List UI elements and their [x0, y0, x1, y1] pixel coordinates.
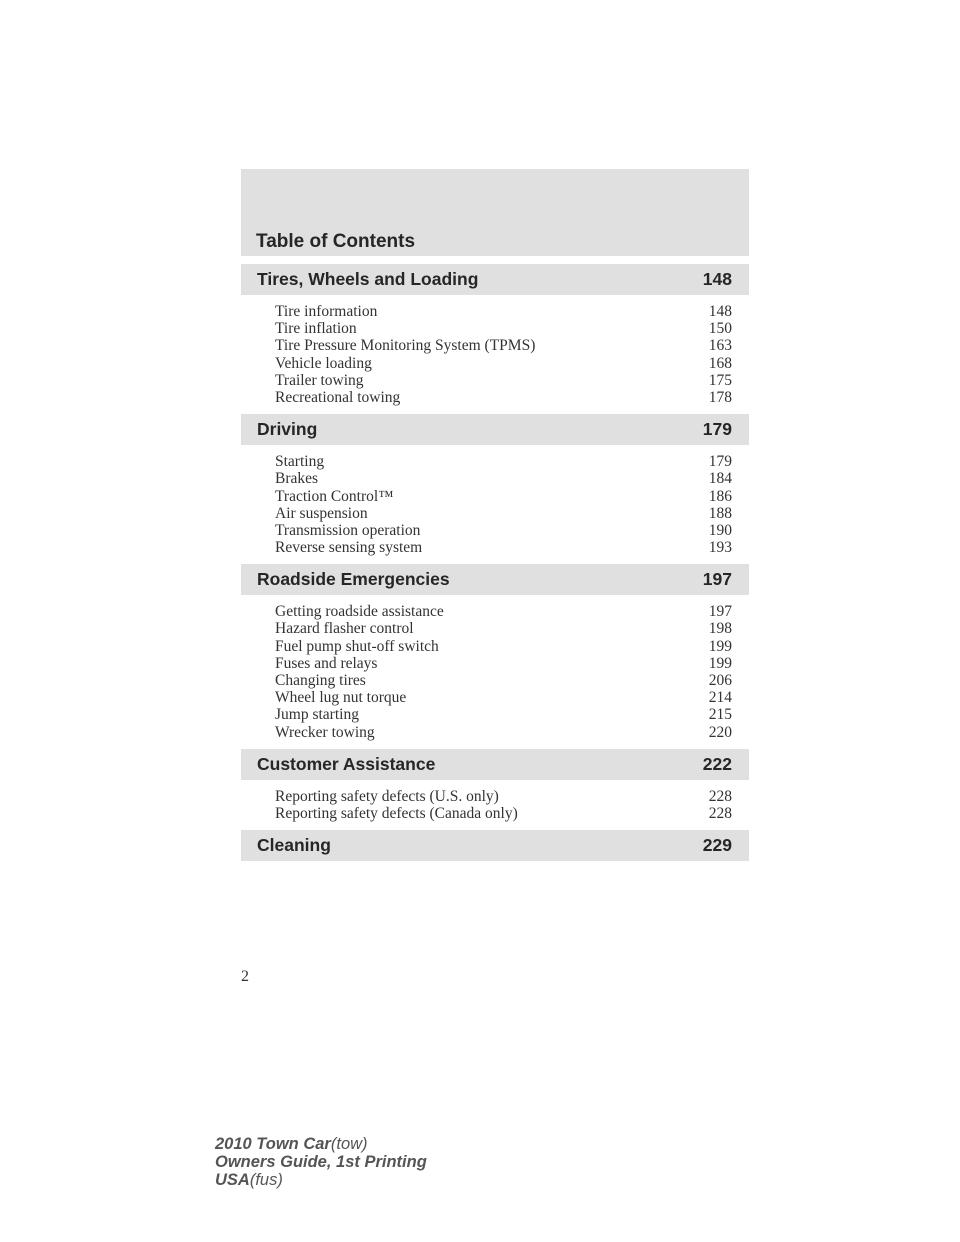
entry-page: 220	[708, 723, 732, 741]
section-page: 197	[702, 569, 732, 590]
section-header[interactable]	[241, 830, 749, 861]
entry-label: Changing tires	[275, 672, 366, 689]
footer-line	[215, 1171, 427, 1189]
toc-entry[interactable]	[275, 620, 732, 637]
entry-page: 206	[708, 672, 732, 689]
entry-label: Tire Pressure Monitoring System (TPMS)	[275, 337, 536, 355]
toc-entry[interactable]	[275, 724, 732, 741]
entry-label: Brakes	[275, 470, 319, 488]
footer-model: 2010 Town Car	[215, 1135, 331, 1153]
entry-label: Reporting safety defects (Canada only)	[275, 804, 518, 822]
entry-label: Hazard flasher control	[275, 620, 414, 638]
entry-page: 228	[708, 787, 732, 805]
entry-page: 215	[708, 706, 732, 724]
entry-list	[241, 780, 749, 830]
entry-page: 190	[708, 521, 732, 539]
footer-market-code: (fus)	[249, 1171, 283, 1189]
toc-header	[241, 169, 749, 256]
toc-entry[interactable]	[275, 539, 732, 556]
entry-list	[241, 295, 749, 414]
section-page: 179	[702, 419, 732, 440]
entry-page: 214	[708, 689, 732, 707]
entry-page: 197	[708, 603, 732, 621]
section-title: Cleaning	[257, 835, 331, 856]
entry-label: Trailer towing	[275, 371, 364, 389]
section-page: 148	[702, 269, 732, 289]
toc-entry[interactable]	[275, 603, 732, 620]
entry-page: 199	[708, 637, 732, 655]
toc-section	[241, 264, 749, 414]
toc-section	[241, 414, 749, 564]
entry-list	[241, 595, 749, 749]
entry-page: 163	[708, 337, 732, 355]
footer-line	[215, 1135, 427, 1153]
entry-label: Fuses and relays	[275, 654, 378, 672]
entry-label: Recreational towing	[275, 388, 401, 406]
entry-label: Wrecker towing	[275, 723, 375, 741]
section-title: Customer Assistance	[257, 753, 436, 774]
print-footer	[215, 1135, 427, 1189]
footer-printing: Owners Guide, 1st Printing	[215, 1153, 427, 1171]
entry-page: 184	[708, 470, 732, 488]
entry-page: 188	[708, 504, 732, 522]
entry-label: Jump starting	[275, 706, 359, 724]
entry-page: 178	[708, 388, 732, 406]
toc-entry[interactable]	[275, 805, 732, 822]
toc-entry[interactable]	[275, 470, 732, 487]
toc-entry[interactable]	[275, 522, 732, 539]
section-header[interactable]	[241, 564, 749, 595]
section-page: 222	[702, 753, 732, 774]
toc-entry[interactable]	[275, 655, 732, 672]
toc-entry[interactable]	[275, 372, 732, 389]
entry-page: 186	[708, 487, 732, 505]
toc-entry[interactable]	[275, 453, 732, 470]
toc-entry[interactable]	[275, 488, 732, 505]
toc-entry[interactable]	[275, 505, 732, 522]
toc-entry[interactable]	[275, 303, 732, 320]
toc-section	[241, 749, 749, 830]
section-title: Tires, Wheels and Loading	[257, 269, 479, 289]
toc-entry[interactable]	[275, 788, 732, 805]
entry-label: Starting	[275, 453, 325, 471]
entry-label: Traction Control™	[275, 487, 394, 505]
toc-entry[interactable]	[275, 689, 732, 706]
entry-list	[241, 445, 749, 564]
toc-entry[interactable]	[275, 706, 732, 723]
section-page: 229	[702, 835, 732, 856]
footer-model-code: (tow)	[330, 1135, 368, 1153]
entry-page: 198	[708, 620, 732, 638]
toc-entry[interactable]	[275, 389, 732, 406]
toc-entry[interactable]	[275, 337, 732, 354]
section-title: Driving	[257, 419, 318, 440]
toc-section	[241, 564, 749, 749]
entry-label: Wheel lug nut torque	[275, 689, 407, 707]
footer-line	[215, 1153, 427, 1171]
entry-page: 199	[708, 654, 732, 672]
footer-market: USA	[215, 1171, 250, 1189]
entry-page: 168	[708, 354, 732, 372]
page-number: 2	[241, 968, 249, 985]
entry-page: 193	[708, 539, 732, 557]
section-header[interactable]	[241, 749, 749, 780]
toc-section	[241, 830, 749, 861]
section-header[interactable]	[241, 414, 749, 445]
entry-label: Tire inflation	[275, 320, 357, 338]
entry-page: 175	[708, 371, 732, 389]
entry-page: 150	[708, 320, 732, 338]
toc-body	[241, 264, 749, 861]
entry-label: Reporting safety defects (U.S. only)	[275, 787, 499, 805]
toc-entry[interactable]	[275, 638, 732, 655]
entry-label: Transmission operation	[275, 521, 421, 539]
entry-page: 148	[708, 303, 732, 320]
entry-label: Fuel pump shut-off switch	[275, 637, 439, 655]
entry-label: Air suspension	[275, 504, 368, 522]
toc-entry[interactable]	[275, 355, 732, 372]
toc-entry[interactable]	[275, 320, 732, 337]
toc-entry[interactable]	[275, 672, 732, 689]
section-header[interactable]	[241, 264, 749, 295]
entry-label: Getting roadside assistance	[275, 603, 444, 621]
entry-page: 228	[708, 804, 732, 822]
section-title: Roadside Emergencies	[257, 569, 450, 590]
entry-label: Tire information	[275, 303, 378, 320]
entry-label: Vehicle loading	[275, 354, 372, 372]
page-title: Table of Contents	[256, 231, 416, 252]
entry-label: Reverse sensing system	[275, 539, 423, 557]
entry-page: 179	[708, 453, 732, 471]
